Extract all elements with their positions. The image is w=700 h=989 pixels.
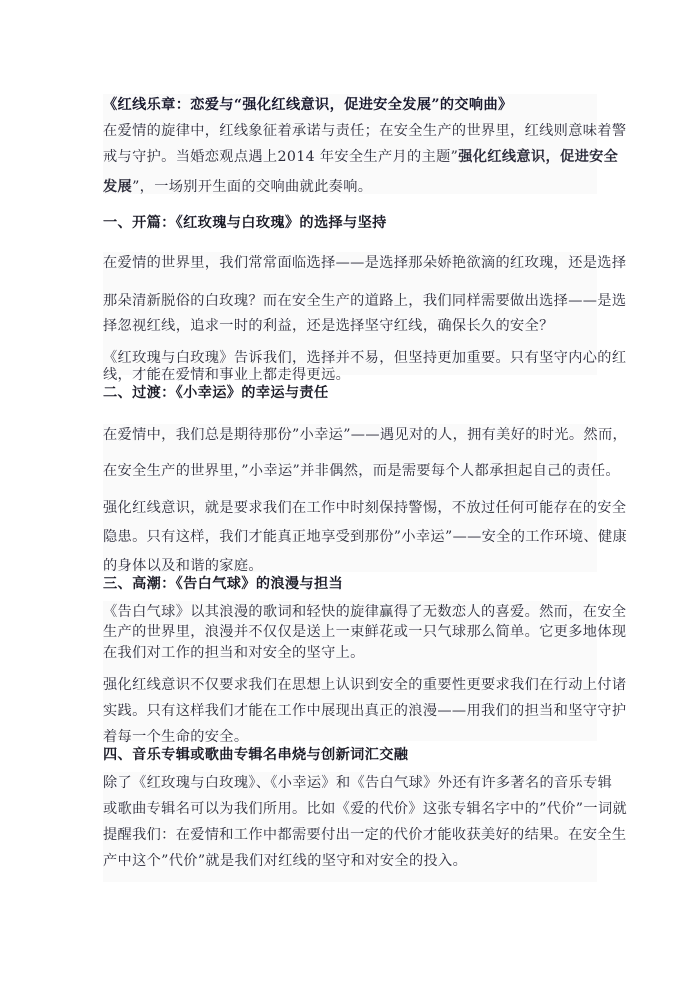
paragraph-line: 生产的世界里，浪漫并不仅仅是送上一束鲜花或一只气球那么简单。它更多地体现 — [103, 624, 627, 640]
section-body — [103, 424, 628, 574]
paragraph-line: 在我们对工作的担当和对安全的坚守上。 — [103, 645, 365, 661]
paragraph-line: 择忽视红线，追求一时的利益，还是选择坚守红线，确保长久的安全？ — [103, 318, 554, 334]
section-body — [103, 772, 628, 882]
intro-bold-text: 强化红线意识，促进安全 — [458, 149, 619, 165]
paragraph-line: 提醒我们：在爱情和工作中都需要付出一定的代价才能收获美好的结果。在安全生 — [103, 827, 627, 843]
paragraph-line: 《红玫瑰与白玫瑰》告诉我们，选择并不易，但坚持更加重要。只有坚守内心的红 — [103, 350, 627, 366]
paragraph-line: 强化红线意识不仅要求我们在思想上认识到安全的重要性更要求我们在行动上付诸 — [103, 677, 627, 693]
paragraph-line: 在爱情的世界里，我们常常面临选择——是选择那朵娇艳欲滴的红玫瑰，还是选择 — [103, 255, 627, 271]
paragraph-line: 实践。只有这样我们才能在工作中展现出真正的浪漫——用我们的担当和坚守守护 — [103, 703, 627, 719]
paragraph-line: 强化红线意识，就是要求我们在工作中时刻保持警惕，不放过任何可能存在的安全 — [103, 500, 627, 516]
paragraph-line: 在爱情中，我们总是期待那份”小幸运”——遇见对的人，拥有美好的时光。然而， — [103, 427, 628, 443]
intro-bold-text: 发展 — [103, 179, 133, 195]
paragraph-line: 那朵清新脱俗的白玫瑰？而在安全生产的道路上，我们同样需要做出选择——是选 — [103, 293, 627, 309]
section-heading: 二、过渡：《小幸运》的幸运与责任 — [103, 385, 329, 401]
intro-text: 戒与守护。当婚恋观点遇上2014 年安全生产月的主题” — [103, 149, 459, 165]
paragraph-line: 或歌曲专辑名可以为我们所用。比如《爱的代价》这张专辑名字中的”代价”一词就 — [103, 801, 628, 817]
section-body — [103, 601, 627, 745]
section-heading: 四、音乐专辑或歌曲专辑名串烧与创新词汇交融 — [103, 747, 409, 763]
paragraph-line: 产中这个”代价”就是我们对红线的坚守和对安全的投入。 — [103, 853, 468, 869]
intro-line — [103, 176, 372, 196]
paragraph-line: 在安全生产的世界里，”小幸运”并非偶然，而是需要每个人都承担起自己的责任。 — [103, 463, 620, 479]
paragraph-line: 除了《红玫瑰与白玫瑰》、《小幸运》和《告白气球》外还有许多著名的音乐专辑 — [103, 775, 613, 791]
paragraph-line: 隐患。只有这样，我们才能真正地享受到那份”小幸运”——安全的工作环境、健康 — [103, 529, 628, 545]
section-heading: 一、开篇：《红玫瑰与白玫瑰》的选择与坚持 — [103, 215, 387, 231]
intro-text: ”，一场别开生面的交响曲就此奏响。 — [132, 179, 373, 195]
intro-line: 在爱情的旋律中，红线象征着承诺与责任；在安全生产的世界里，红线则意味着警 — [103, 123, 627, 139]
section-body — [103, 252, 627, 383]
section-heading: 三、高潮：《告白气球》的浪漫与担当 — [103, 576, 344, 592]
intro-block — [103, 94, 627, 195]
paragraph-line: 着每一个生命的安全。 — [103, 729, 249, 745]
document-title: 《红线乐章：恋爱与“强化红线意识，促进安全发展”的交响曲》 — [103, 97, 513, 113]
paragraph-line: 的身体以及和谐的家庭。 — [103, 558, 263, 574]
paragraph-line: 《告白气球》以其浪漫的歌词和轻快的旋律赢得了无数恋人的喜爱。然而，在安全 — [103, 604, 627, 620]
paragraph-line: 线，才能在爱情和事业上都走得更远。 — [103, 367, 351, 383]
intro-line — [103, 146, 618, 166]
